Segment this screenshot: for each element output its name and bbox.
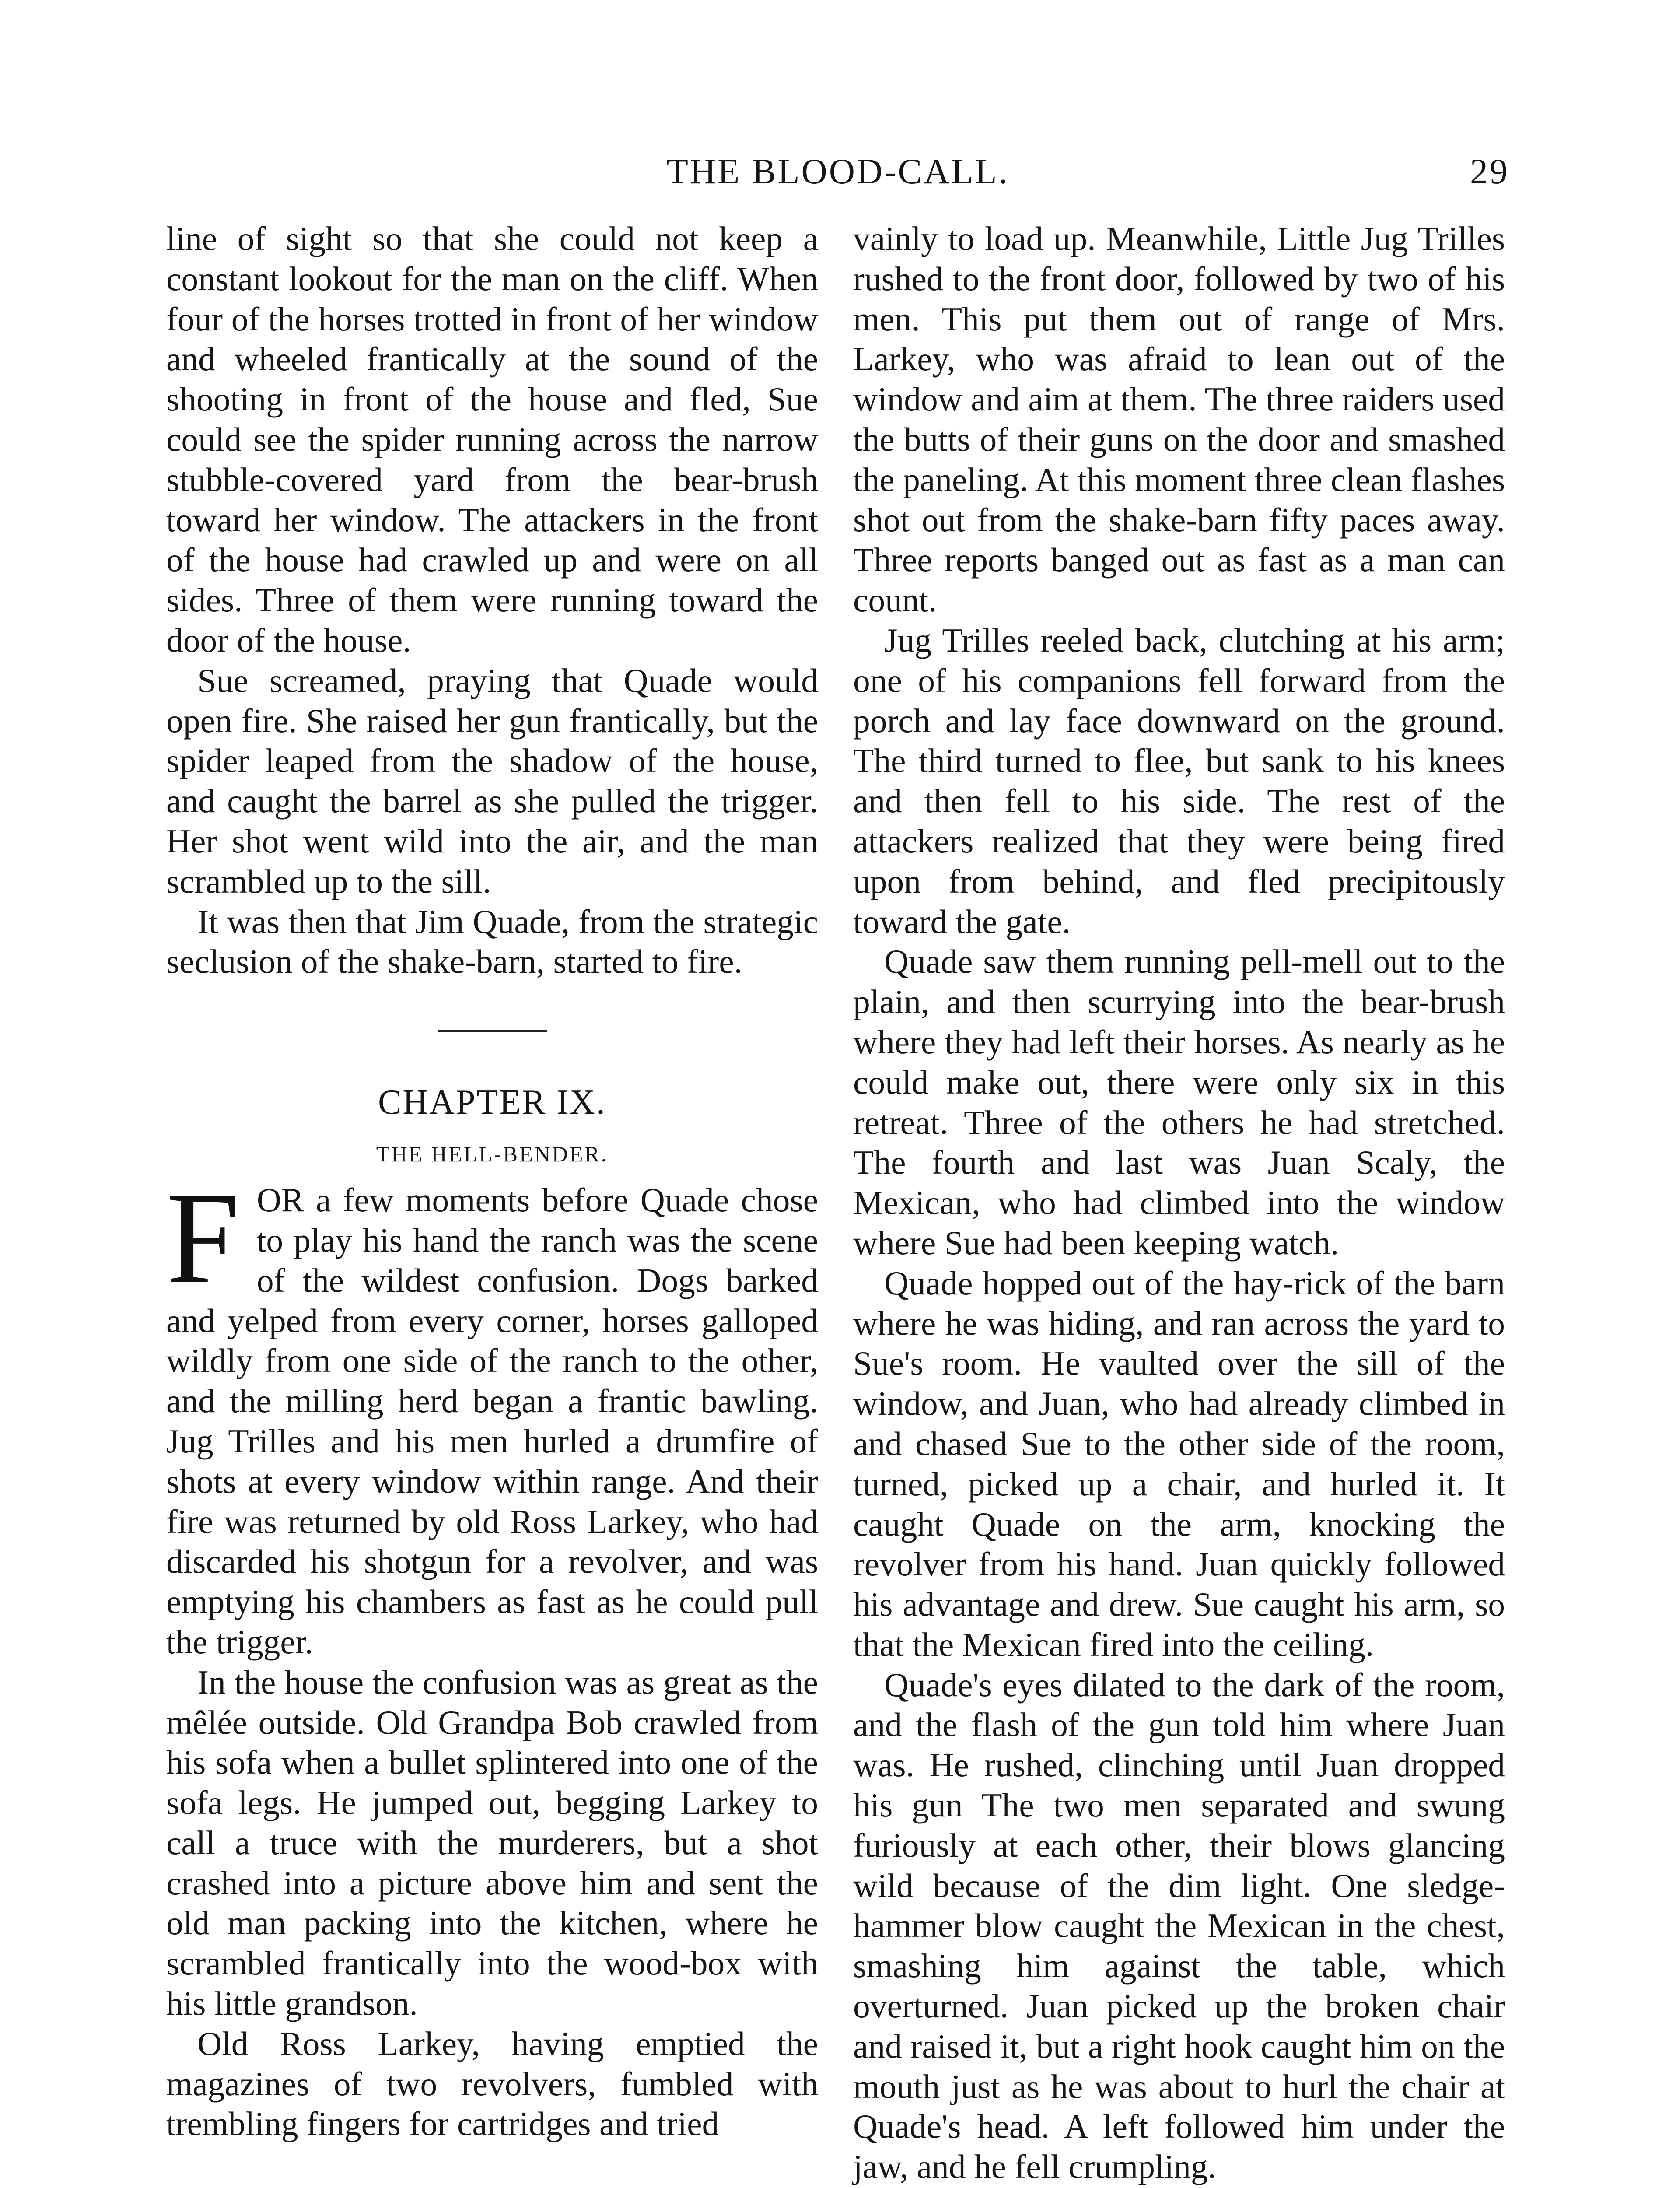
running-title: THE BLOOD-CALL. [666, 151, 1010, 191]
paragraph: In the house the confusion was as great as the mêlée outside. Old Grandpa Bob crawled from his sofa when a bullet splintered into one of the sofa legs. He jumped out, begging Larkey to call a truce with the murderers, but a shot crashed into a picture above him and sent the old man packing into the kitchen, where he scrambled frantically into the wood-box with his little grandson. [166, 1663, 818, 2023]
paragraph: vainly to load up. Meanwhile, Little Jug Trilles rushed to the front door, followed by two of his men. This put them out of range of Mrs. Larkey, who was afraid to lean out of the window and aim at them. The three raiders used the butts of their guns on the door and smashed the paneling. At this moment three clean flashes shot out from the shake-barn fifty paces away. Three reports banged out as fast as a man can count. [853, 220, 1505, 619]
section-divider [438, 1030, 547, 1032]
chapter-heading: CHAPTER IX. [378, 1083, 606, 1122]
page-number: 29 [1470, 151, 1509, 191]
paragraph: Old Ross Larkey, having emptied the magazines of two revolvers, fumbled with trembling fingers for cartridges and tried [166, 2024, 818, 2143]
chapter-first-paragraph [166, 1165, 818, 1662]
paragraph: Quade's eyes dilated to the dark of the room, and the flash of the gun told him where Juan was. He rushed, clinching until Juan dropped his gun The two men separated and swung furiously at each other, their blows glancing wild because of the dim light. One sledge-hammer blow caught the Mexican in the chest, smashing him against the table, which overturned. Juan picked up the broken chair and raised it, but a right hook caught him on the mouth just as he was about to hurl the chair at Quade's head. A left followed him under the jaw, and he fell crumpling. [853, 1666, 1505, 2186]
paragraph: line of sight so that she could not keep a constant lookout for the man on the cliff. When four of the horses trotted in front of her window and wheeled frantically at the sound of the shooting in front of the house and fled, Sue could see the spider running across the narrow stubble-covered yard from the bear-brush toward her window. The attackers in the front of the house had crawled up and were on all sides. Three of them were running toward the door of the house. [166, 220, 818, 659]
paragraph: Sue screamed, praying that Quade would open fire. She raised her gun frantically, but the spider leaped from the shadow of the house, and caught the barrel as she pulled the trigger. Her shot went wild into the air, and the man scrambled up to the sill. [166, 661, 818, 900]
paragraph: Jug Trilles reeled back, clutching at his arm; one of his companions fell forward from the porch and lay face downward on the ground. The third turned to flee, but sank to his knees and then fell to his side. The rest of the attackers realized that they were being fired upon from behind, and fled precipitously toward the gate. [853, 621, 1505, 940]
chapter-title: THE HELL-BENDER. [376, 1142, 609, 1167]
first-paragraph-text: OR a few moments before Quade chose to play his hand the ranch was the scene of the wildest confusion. Dogs barked and yelped from every corner, horses galloped wildly from one side of the ranch to the other, and the milling herd began a frantic bawling. Jug Trilles and his men hurled a drumfire of shots at every window within range. And their fire was returned by old Ross Larkey, who had discarded his shotgun for a revolver, and was emptying his chambers as fast as he could pull the trigger. [166, 1181, 818, 1661]
drop-cap: F [166, 1165, 239, 1311]
left-column [166, 219, 818, 2144]
paragraph: Quade saw them running pell-mell out to the plain, and then scurrying into the bear-brush where they had left their horses. As nearly as he could make out, there were only six in this retreat. Three of the others he had stretched. The fourth and last was Juan Scaly, the Mexican, who had climbed into the window where Sue had been keeping watch. [853, 943, 1505, 1262]
running-header [166, 141, 1509, 202]
paragraph: It was then that Jim Quade, from the strategic seclusion of the shake-barn, started to fire. [166, 902, 818, 981]
right-column [853, 219, 1505, 2187]
paragraph: Quade hopped out of the hay-rick of the barn where he was hiding, and ran across the yard to Sue's room. He vaulted over the sill of the window, and Juan, who had already climbed in and chased Sue to the other side of the room, turned, picked up a chair, and hurled it. It caught Quade on the arm, knocking the revolver from his hand. Juan quickly followed his advantage and drew. Sue caught his arm, so that the Mexican fired into the ceiling. [853, 1264, 1505, 1663]
